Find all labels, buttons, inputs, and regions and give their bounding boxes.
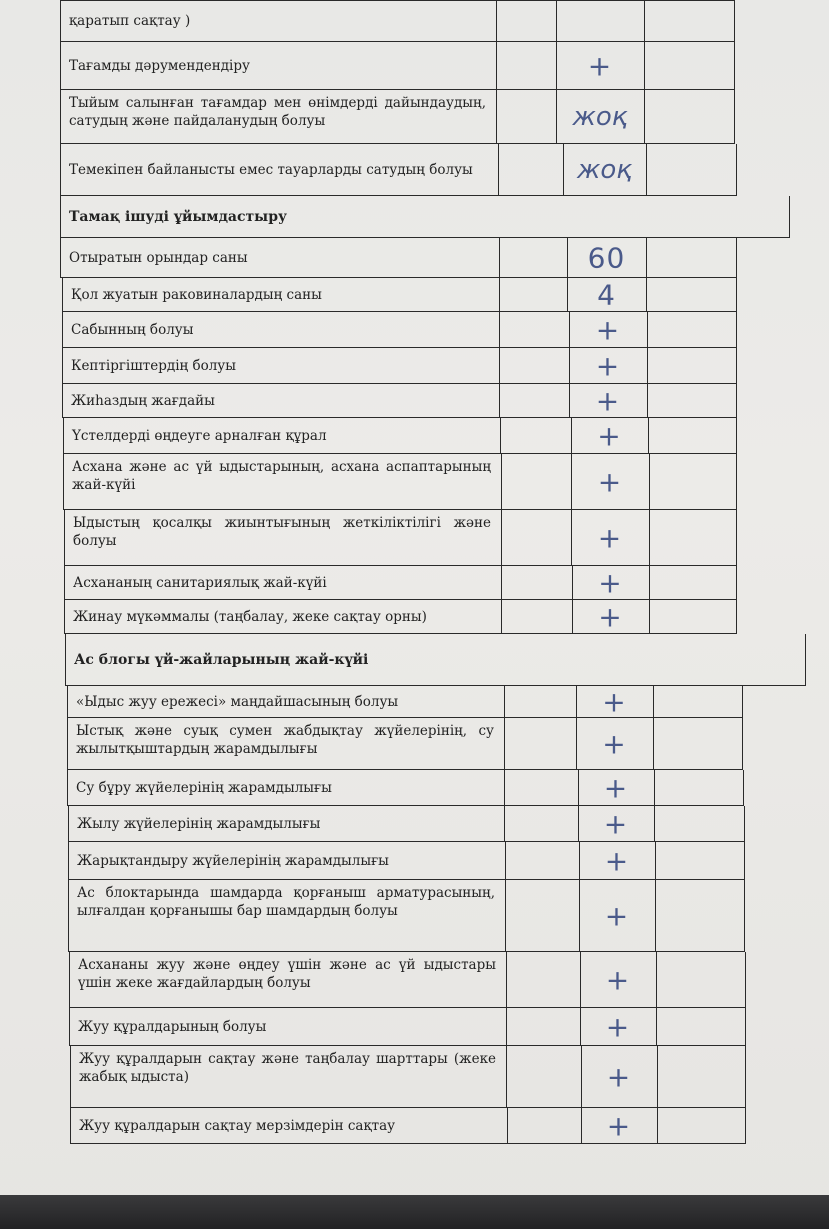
value-cell-1 — [504, 770, 578, 805]
value-cell-1 — [499, 348, 569, 383]
value-cell-3 — [647, 348, 738, 383]
table-row — [67, 686, 743, 718]
handwritten-mark: + — [604, 899, 630, 932]
handwritten-mark: + — [606, 1060, 632, 1093]
table-row — [60, 238, 737, 278]
value-cell-1 — [505, 842, 579, 879]
row-label: «Ыдыс жуу ережесі» маңдайшасының болуы — [76, 693, 399, 710]
row-label: Сабынның болуы — [71, 321, 194, 338]
row-label: Жылу жүйелерінің жарамдылығы — [77, 815, 321, 832]
table-row — [68, 806, 745, 842]
background-edge — [0, 1195, 829, 1229]
value-cell-1 — [496, 90, 556, 143]
handwritten-mark: + — [602, 727, 627, 760]
value-cell-2 — [556, 1, 644, 41]
value-cell-1 — [506, 1008, 580, 1045]
value-cell-3 — [656, 1008, 747, 1045]
section-title: Тамақ ішуді ұйымдастыру — [69, 208, 287, 225]
handwritten-mark: + — [602, 685, 627, 718]
handwritten-mark: + — [606, 1109, 632, 1142]
table-row — [60, 0, 735, 42]
value-cell-3 — [653, 718, 744, 769]
value-cell-3 — [657, 1108, 747, 1143]
table-row — [68, 842, 745, 880]
value-cell-3 — [647, 312, 738, 347]
value-cell-3 — [649, 566, 738, 599]
handwritten-mark: + — [597, 465, 623, 498]
handwritten-mark: + — [604, 844, 630, 877]
value-cell-1 — [505, 880, 579, 951]
table-row — [60, 90, 735, 144]
value-cell-1 — [499, 278, 567, 311]
row-label: Тағамды дәрумендендіру — [69, 57, 250, 74]
value-cell-1 — [504, 718, 576, 769]
value-cell-1 — [496, 1, 556, 41]
row-label: Тыйым салынған тағамдар мен өнімдерді дайындаудың, сатудың және пайдаланудың болуы — [69, 95, 486, 129]
row-label: Ас блоктарында шамдарда қорғаныш арматурасының, ылғалдан қорғанышы бар шамдардың болуы — [77, 885, 495, 919]
row-label: Жуу құралдарын сақтау және таңбалау шарттары (жеке жабық ыдыста) — [79, 1051, 496, 1085]
section-header-row — [60, 196, 790, 238]
table-row — [69, 1008, 746, 1046]
value-cell-3 — [644, 1, 736, 41]
value-cell-3 — [657, 1046, 747, 1107]
handwritten-mark: + — [603, 771, 629, 804]
value-cell-3 — [654, 806, 746, 841]
value-cell-3 — [646, 278, 738, 311]
table-row — [62, 312, 737, 348]
row-label: қаратып сақтау ) — [69, 13, 191, 29]
table-row — [67, 770, 744, 806]
row-label: Асхана және ас үй ыдыстарының, асхана аспаптарының жай-күйі — [72, 459, 491, 493]
value-cell-1 — [506, 952, 580, 1007]
table-row — [63, 454, 737, 510]
value-cell-1 — [501, 510, 571, 565]
handwritten-mark: жоқ — [572, 101, 628, 132]
value-cell-1 — [504, 686, 576, 717]
table-row — [64, 566, 737, 600]
value-cell-3 — [655, 880, 746, 951]
row-label: Жарықтандыру жүйелерінің жарамдылығы — [77, 852, 389, 869]
table-row — [70, 1046, 746, 1108]
handwritten-mark: + — [598, 566, 623, 599]
table-row — [70, 1108, 746, 1144]
row-label: Қол жуатын раковиналардың саны — [71, 286, 322, 303]
table-row — [64, 600, 737, 634]
section-header-row — [65, 634, 806, 686]
row-label: Үстелдерді өңдеуге арналған құрал — [72, 427, 327, 444]
table-row — [62, 384, 737, 418]
value-cell-3 — [646, 144, 738, 195]
handwritten-mark: + — [595, 349, 621, 382]
handwritten-mark: + — [595, 384, 621, 417]
table-row — [62, 278, 737, 312]
value-cell-3 — [644, 42, 736, 89]
section-title: Ас блогы үй-жайларының жай-күйі — [74, 651, 369, 668]
value-cell-1 — [499, 312, 569, 347]
value-cell-1 — [501, 566, 572, 599]
table-row — [64, 510, 737, 566]
value-cell-3 — [649, 600, 738, 633]
handwritten-mark: + — [605, 963, 631, 996]
row-label: Жинау мүкәммалы (таңбалау, жеке сақтау орны) — [73, 608, 427, 625]
handwritten-mark: + — [595, 313, 621, 346]
value-cell-3 — [655, 842, 746, 879]
table-row — [68, 880, 745, 952]
value-cell-3 — [647, 384, 738, 417]
handwritten-mark: 4 — [597, 278, 616, 311]
handwritten-mark: + — [597, 419, 622, 452]
table-row — [67, 718, 743, 770]
table-row — [60, 144, 737, 196]
table-row — [60, 42, 735, 90]
table-row — [69, 952, 746, 1008]
row-label: Отыратын орындар саны — [69, 249, 248, 266]
value-cell-3 — [649, 510, 738, 565]
value-cell-1 — [500, 418, 571, 453]
value-cell-3 — [648, 418, 738, 453]
value-cell-3 — [654, 770, 745, 805]
row-label: Асхананы жуу және өңдеу үшін және ас үй ыдыстары үшін жеке жағдайлардың болуы — [78, 957, 496, 991]
row-label: Жуу құралдарын сақтау мерзімдерін сақтау — [79, 1117, 396, 1134]
value-cell-1 — [506, 1046, 581, 1107]
handwritten-mark: жоқ — [576, 154, 633, 185]
row-label: Жиһаздың жағдайы — [71, 392, 215, 409]
value-cell-3 — [656, 952, 747, 1007]
handwritten-mark: + — [603, 807, 629, 840]
value-cell-1 — [499, 384, 569, 417]
handwritten-mark: + — [597, 521, 623, 554]
row-label: Асхананың санитариялық жай-күйі — [73, 574, 327, 591]
row-label: Кептіргіштердің болуы — [71, 357, 236, 374]
value-cell-3 — [646, 238, 738, 277]
row-label: Су бұру жүйелерінің жарамдылығы — [76, 779, 332, 796]
handwritten-mark: 60 — [587, 241, 626, 274]
handwritten-mark: + — [605, 1010, 631, 1043]
value-cell-1 — [504, 806, 578, 841]
value-cell-1 — [499, 238, 567, 277]
value-cell-3 — [649, 454, 738, 509]
value-cell-1 — [507, 1108, 581, 1143]
table-row — [62, 348, 737, 384]
value-cell-1 — [501, 600, 572, 633]
handwritten-mark: + — [587, 49, 613, 82]
row-label: Жуу құралдарының болуы — [78, 1018, 267, 1035]
row-label: Темекіпен байланысты емес тауарларды сатудың болуы — [69, 161, 473, 178]
value-cell-1 — [496, 42, 556, 89]
value-cell-1 — [498, 144, 563, 195]
value-cell-3 — [653, 686, 744, 717]
value-cell-1 — [501, 454, 571, 509]
handwritten-mark: + — [598, 600, 623, 633]
row-label: Ыдыстың қосалқы жиынтығының жеткіліктілігі және болуы — [73, 515, 491, 549]
value-cell-3 — [644, 90, 736, 143]
row-label: Ыстық және суық сумен жабдықтау жүйелерінің, су жылытқыштардың жарамдылығы — [76, 723, 494, 757]
table-row — [63, 418, 737, 454]
